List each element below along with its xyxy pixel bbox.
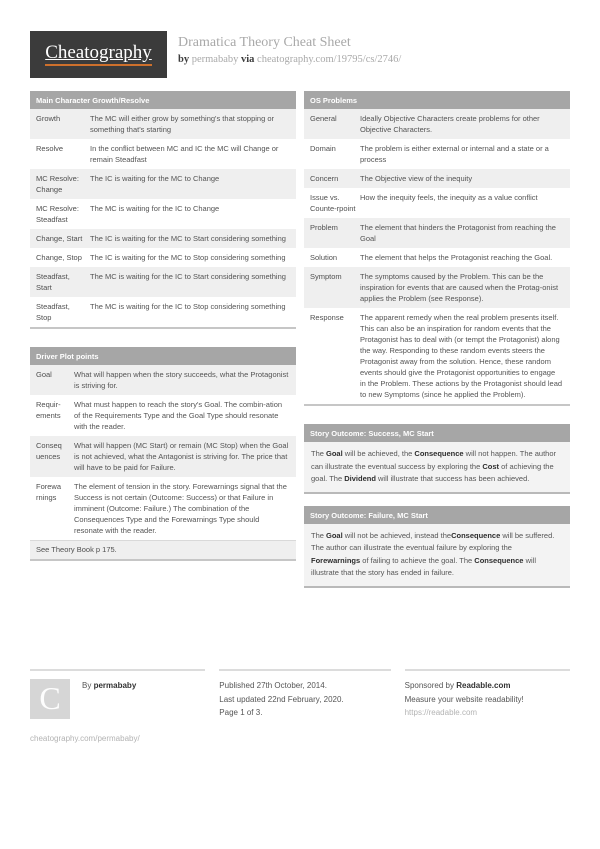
table-row [30,229,296,248]
term-cell: Conseq​uences [36,441,62,461]
desc-cell: The problem is either external or internal and a state or a process [360,144,549,164]
table-title: Main Character Growth/Resolve [30,91,296,109]
term-cell: Steadfast, Stop [36,302,70,322]
term-cell: Growth [36,114,61,123]
term-cell: Symptom [310,272,342,281]
table-row [304,308,570,404]
table-row [30,109,296,139]
desc-cell: The MC will either grow by something's that stopping or something that's starting [90,114,275,134]
term-cell: Domain [310,144,336,153]
footer-meta-column [219,669,390,746]
byline-via-label: via [241,54,255,65]
content-columns [30,91,570,654]
table-row [30,365,296,395]
sponsor-link[interactable]: Readable.com [456,681,511,690]
term-cell: Response [310,313,344,322]
desc-cell: The apparent remedy when the real problem presents itself. This can also be an inspiration for random events that the Protagonist has to deal with (or tempt the Protagonist) along the way. Responding to these random events steers the Protagonist away from the solution. Hence, these random events should give the Protagonist opportunities to engage in the Problem. These actions by the Protagonist should lead to new Symptoms (since he applied the Problem). [360,313,563,399]
footer-author-link[interactable]: permababy [93,681,137,690]
story-outcome-success-block [304,424,570,494]
table-row [30,436,296,477]
byline-by-label: by [178,54,190,65]
title-block [178,31,401,78]
table-row [30,248,296,267]
table-body [30,109,296,327]
term-cell: Change, Stop [36,253,82,262]
sponsor-label: Sponsored by [404,681,454,690]
table-row [304,109,570,139]
desc-cell: What will happen when the story succeeds, what the Protagonist is striving for. [74,370,289,390]
page-number: Page 1 of 3. [219,708,263,717]
page-footer [30,669,570,746]
term-cell: Resolve [36,144,64,153]
footer-author [82,679,136,693]
table-row [304,218,570,248]
table-os-problems [304,91,570,406]
left-column [30,91,296,579]
desc-cell: The MC is waiting for the IC to Stop considering something [90,302,286,311]
c-letter: C [39,680,61,717]
term-cell: Problem [310,223,338,232]
term-cell: Concern [310,174,339,183]
outcome-title: Story Outcome: Success, MC Start [304,424,570,442]
right-column [304,91,570,588]
table-row [304,248,570,267]
cheatography-c-icon [30,679,70,719]
page-header [0,0,600,78]
table-row [304,188,570,218]
sponsor-line [405,679,570,693]
table-row [30,267,296,297]
term-cell: Change, Start [36,234,83,243]
desc-cell: The IC is waiting for the MC to Start considering something [90,234,286,243]
desc-cell: The MC is waiting for the IC to Start considering something [90,272,286,281]
term-cell: MC Resolve: Steadfast [36,204,79,224]
sponsor-url [405,706,570,720]
table-footnote: See Theory Book p 175. [30,540,296,559]
page-title: Dramatica Theory Cheat Sheet [178,35,351,50]
desc-cell: How the inequity feels, the inequity as a value conflict [360,193,538,202]
cheatography-logo[interactable] [30,31,167,78]
table-driver-plot-points [30,347,296,561]
byline [178,52,401,67]
outcome-title: Story Outcome: Failure, MC Start [304,506,570,524]
outcome-text: The Goal will not be achieved, instead theConsequence will be suffered. The author can illustrate the eventual failure by exploring the Forewarnings of failing to achieve the goal. The Consequence will illustrate that the story has ended in failure. [304,524,570,586]
table-row [30,139,296,169]
table-body [30,365,296,540]
table-row [304,267,570,308]
term-cell: Steadfast, Start [36,272,70,292]
term-cell: Solution [310,253,338,262]
desc-cell: In the conflict between MC and IC the MC will Change or remain Steadfast [90,144,279,164]
term-cell: MC Resolve: Change [36,174,79,194]
sponsor-url-link[interactable]: https://readable.com [404,708,478,717]
table-row [30,169,296,199]
desc-cell: The Objective view of the inequity [360,174,473,183]
term-cell: Goal [36,370,52,379]
table-row [304,169,570,188]
term-cell: Requir-ements [36,400,61,420]
sponsor-tagline: Measure your website readability! [404,694,524,704]
footer-author-column [30,669,205,746]
table-row [30,297,296,327]
term-cell: Forewa​rnings [36,482,62,502]
cheatography-logo-text: Cheatography [45,43,152,66]
table-row [304,139,570,169]
desc-cell: What must happen to reach the story's Goal. The combin-ation of the Requirements Type and the Goal Type should resonate with the reader. [74,400,283,431]
sheet-url-link[interactable]: cheatography.com/19795/cs/2746/ [257,54,402,65]
table-row [30,395,296,436]
footer-sponsor-column [405,669,570,746]
desc-cell: The symptoms caused by the Problem. This can be the inspiration for events that are caused when the Protag-onist applies the Problem (see Response). [360,272,559,303]
author-profile-link[interactable]: cheatography.com/permababy/ [30,734,140,743]
updated-date: Last updated 22nd February, 2020. [219,694,344,704]
term-cell: General [310,114,337,123]
desc-cell: What will happen (MC Start) or remain (MC Stop) when the Goal is not achieved, what the Antagonist is striving for. The price that will have to be paid for Failure. [74,441,289,472]
table-row [30,477,296,540]
desc-cell: The element of tension in the story. Forewarnings signal that the Success is not certain (Outcome: Success) or that Failure in imminent (Outcome: Failure.) The combination of the Consequences Type and the Forewarnings Type should resonate with the reader. [74,482,287,535]
desc-cell: The element that helps the Protagonist reaching the Goal. [360,253,553,262]
table-mc-growth-resolve [30,91,296,329]
term-cell: Issue vs. Counte-rpoint [310,193,356,213]
table-title: Driver Plot points [30,347,296,365]
desc-cell: The IC is waiting for the MC to Change [90,174,220,183]
author-link[interactable]: permababy [191,54,239,65]
desc-cell: The element that hinders the Protagonist from reaching the Goal [360,223,556,243]
desc-cell: The IC is waiting for the MC to Stop considering something [90,253,286,262]
footer-by-label: By [82,681,92,690]
published-date: Published 27th October, 2014. [219,681,327,690]
footer-author-row [30,679,205,719]
story-outcome-failure-block [304,506,570,588]
table-title: OS Problems [304,91,570,109]
table-body [304,109,570,404]
desc-cell: The MC is waiting for the IC to Change [90,204,220,213]
table-row [30,199,296,229]
desc-cell: Ideally Objective Characters create problems for other Objective Characters. [360,114,540,134]
footer-author-url [30,732,205,746]
outcome-text: The Goal will be achieved, the Consequence will not happen. The author can illustrate the eventual success by exploring the Cost of achieving the goal. The Dividend will illustrate that success has been achieved. [304,442,570,492]
